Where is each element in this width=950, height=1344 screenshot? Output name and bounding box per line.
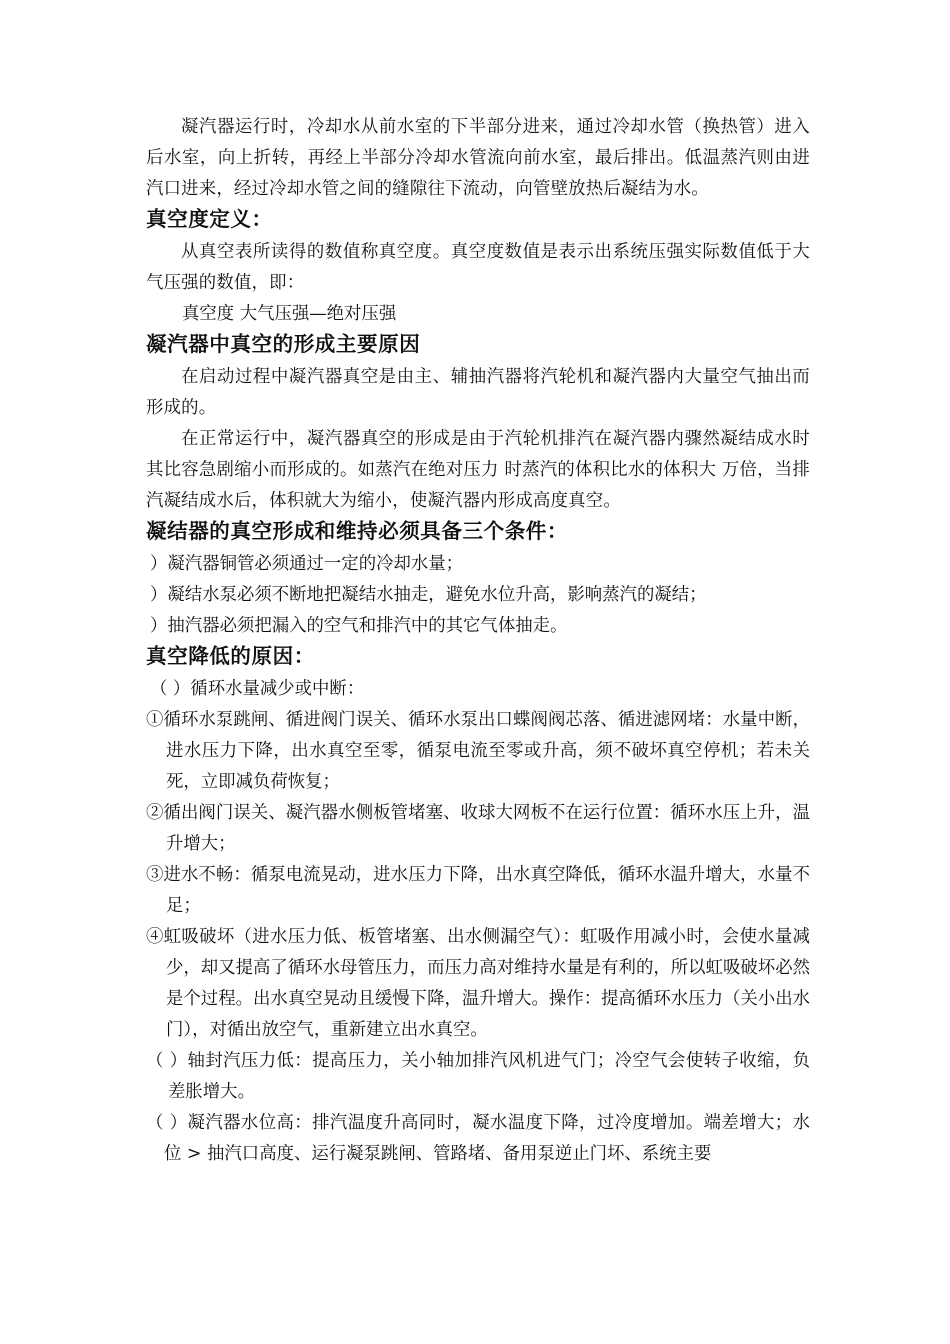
paragraph-startup-vacuum: 在启动过程中凝汽器真空是由主、辅抽汽器将汽轮机和凝汽器内大量空气抽出而形成的。 [146, 367, 810, 418]
condition-item-2: ）凝结水泵必须不断地把凝结水抽走，避免水位升高，影响蒸汽的凝结； [150, 585, 707, 605]
heading-vacuum-formation: 凝汽器中真空的形成主要原因 [146, 332, 421, 356]
cause-item-1: （ ）循环水量减少或中断： [150, 679, 365, 699]
heading-vacuum-drop-causes: 真空降低的原因： [146, 644, 315, 668]
cause-sub-item-3: ③进水不畅：循泵电流晃动，进水压力下降，出水真空降低，循环水温升增大，水量不足； [146, 865, 810, 916]
condition-item-1: ）凝汽器铜管必须通过一定的冷却水量； [150, 554, 464, 574]
paragraph-vacuum-definition: 从真空表所读得的数值称真空度。真空度数值是表示出系统压强实际数值低于大气压强的数值，即： [146, 242, 810, 293]
cause-sub-item-4: ④虹吸破坏（进水压力低、板管堵塞、出水侧漏空气）：虹吸作用减小时，会使水量减少，却又提高了循环水母管压力，而压力高对维持水量是有利的，所以虹吸破坏必然是个过程。出水真空晃动且缓慢下降，温升增大。操作：提高循环水压力（关小出水门），对循出放空气，重新建立出水真空。 [146, 927, 810, 1040]
heading-vacuum-definition: 真空度定义： [146, 207, 273, 231]
vacuum-formula: 真空度 大气压强—绝对压强 [182, 304, 397, 324]
cause-sub-item-2: ②循出阀门误关、凝汽器水侧板管堵塞、收球大网板不在运行位置：循环水压上升，温升增大； [146, 803, 810, 854]
paragraph-condenser-operation: 凝汽器运行时，冷却水从前水室的下半部分进来，通过冷却水管（换热管）进入后水室，向上折转，再经上半部分冷却水管流向前水室，最后排出。低温蒸汽则由进汽口进来，经过冷却水管之间的缝隙往下流动，向管壁放热后凝结为水。 [146, 117, 810, 199]
document-body [146, 112, 810, 1170]
paragraph-normal-vacuum: 在正常运行中，凝汽器真空的形成是由于汽轮机排汽在凝汽器内骤然凝结成水时其比容急剧缩小而形成的。如蒸汽在绝对压力 时蒸汽的体积比水的体积大 万倍，当排汽凝结成水后，体积就大为缩小，使凝汽器内形成高度真空。 [146, 429, 810, 511]
cause-item-3: （ ）凝汽器水位高：排汽温度升高同时，凝水温度下降，过冷度增加。端差增大；水位 > 抽汽口高度、运行凝泵跳闸、管路堵、备用泵逆止门坏、系统主要 [146, 1113, 810, 1164]
heading-three-conditions: 凝结器的真空形成和维持必须具备三个条件： [146, 519, 568, 543]
condition-item-3: ）抽汽器必须把漏入的空气和排汽中的其它气体抽走。 [150, 616, 568, 636]
cause-item-2: （ ）轴封汽压力低：提高压力，关小轴加排汽风机进气门；冷空气会使转子收缩，负差胀增大。 [146, 1051, 810, 1102]
cause-sub-item-1: ①循环水泵跳闸、循进阀门误关、循环水泵出口蝶阀阀芯落、循进滤网堵：水量中断，进水压力下降，出水真空至零，循泵电流至零或升高，须不破坏真空停机；若未关死，立即减负荷恢复； [146, 710, 810, 792]
